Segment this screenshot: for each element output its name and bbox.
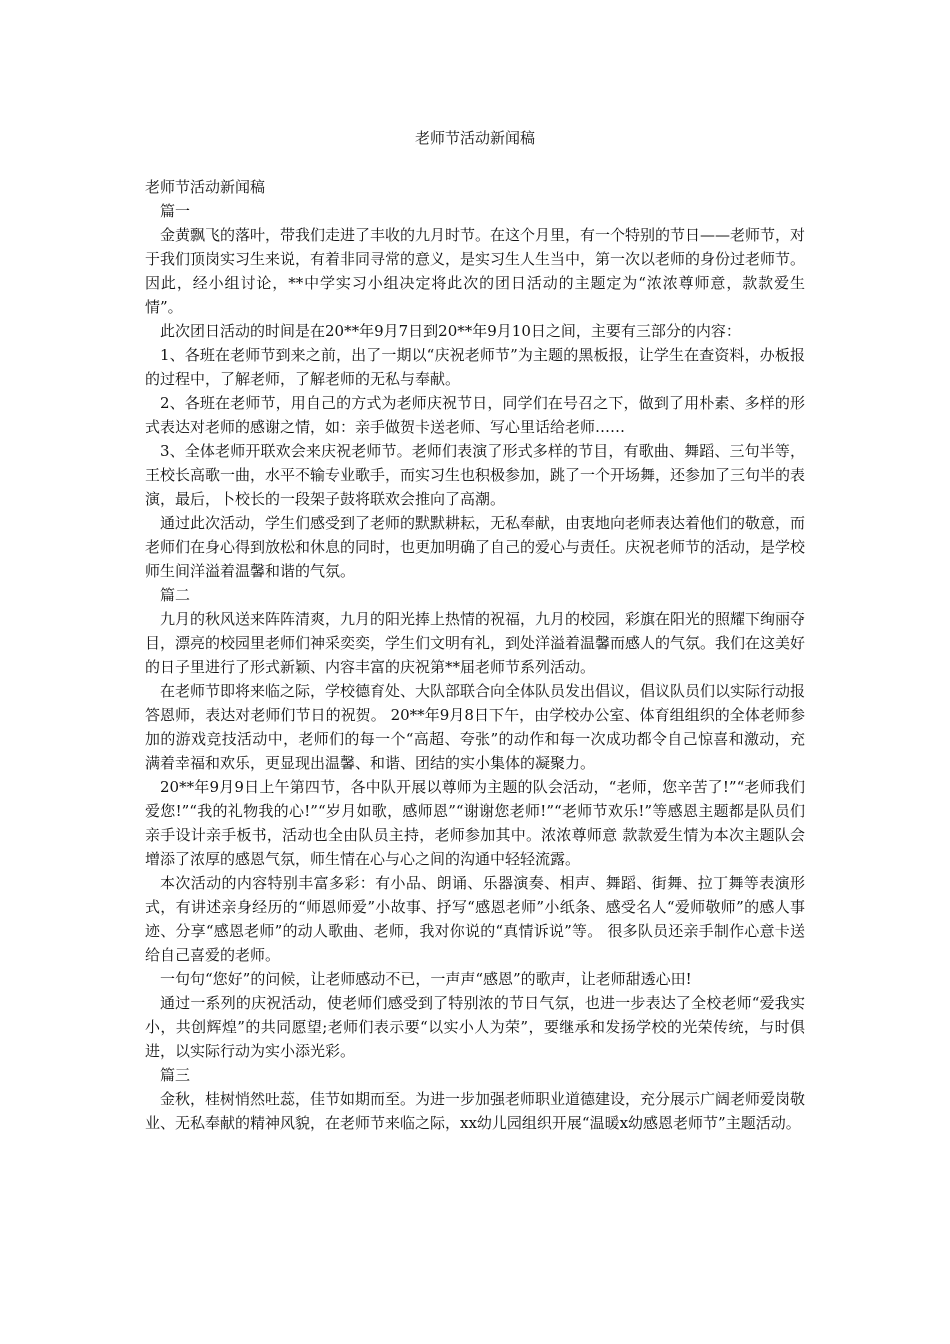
paragraph: 通过一系列的庆祝活动，使老师们感受到了特别浓的节日气氛，也进一步表达了全校老师“爱我实小，共创辉煌”的共同愿望;老师们表示要“以实小人为荣”，要继承和发扬学校的光荣传统，与时俱进，以实际行动为实小添光彩。	[145, 994, 805, 1060]
section-heading: 篇二	[160, 586, 191, 604]
section-heading: 篇三	[160, 1066, 191, 1084]
paragraph: 九月的秋风送来阵阵清爽，九月的阳光捧上热情的祝福，九月的校园，彩旗在阳光的照耀下绚丽夺目，漂亮的校园里老师们神采奕奕，学生们文明有礼，到处洋溢着温馨而感人的气氛。我们在这美好的日子里进行了形式新颖、内容丰富的庆祝第**届老师节系列活动。	[145, 610, 806, 676]
document-body	[145, 175, 805, 1135]
paragraph: 20**年9月9日上午第四节，各中队开展以尊师为主题的队会活动，“老师，您辛苦了!”“老师我们爱您!”“我的礼物我的心!”“岁月如歌，感师恩”“谢谢您老师!”“老师节欢乐!”等感恩主题都是队员们亲手设计亲手板书，活动也全由队员主持，老师参加其中。浓浓尊师意 款款爱生情为本次主题队会增添了浓厚的感恩气氛，师生情在心与心之间的沟通中轻轻流露。	[145, 778, 805, 868]
paragraph: 通过此次活动，学生们感受到了老师的默默耕耘，无私奉献，由衷地向老师表达着他们的敬意，而老师们在身心得到放松和休息的同时，也更加明确了自己的爱心与责任。庆祝老师节的活动，是学校师生间洋溢着温馨和谐的气氛。	[145, 514, 806, 580]
section-heading: 篇一	[160, 202, 191, 220]
paragraph: 2、各班在老师节，用自己的方式为老师庆祝节日，同学们在号召之下，做到了用朴素、多样的形式表达对老师的感谢之情，如：亲手做贺卡送老师、写心里话给老师……	[145, 394, 805, 436]
paragraph: 1、各班在老师节到来之前，出了一期以“庆祝老师节”为主题的黑板报，让学生在查资料，办板报的过程中，了解老师，了解老师的无私与奉献。	[145, 346, 805, 388]
paragraph: 在老师节即将来临之际，学校德育处、大队部联合向全体队员发出倡议，倡议队员们以实际行动报答恩师，表达对老师们节日的祝贺。 20**年9月8日下午，由学校办公室、体育组组织的全体老师参加的游戏竞技活动中，老师们的每一个“高超、夸张”的动作和每一次成功都令自己惊喜和激动，充满着幸福和欢乐，更显现出温馨、和谐、团结的实小集体的凝聚力。	[145, 682, 806, 772]
paragraph: 本次活动的内容特别丰富多彩：有小品、朗诵、乐器演奏、相声、舞蹈、街舞、拉丁舞等表演形式，有讲述亲身经历的“师恩师爱”小故事、抒写“感恩老师”小纸条、感受名人“爱师敬师”的感人事迹、分享“感恩老师”的动人歌曲、老师，我对你说的“真情诉说”等。 很多队员还亲手制作心意卡送给自己喜爱的老师。	[145, 874, 805, 964]
paragraph: 金黄飘飞的落叶，带我们走进了丰收的九月时节。在这个月里，有一个特别的节日——老师节，对于我们顶岗实习生来说，有着非同寻常的意义，是实习生人生当中，第一次以老师的身份过老师节。因此，经小组讨论，**中学实习小组决定将此次的团日活动的主题定为“浓浓尊师意，款款爱生情”。	[145, 226, 806, 316]
paragraph: 一句句“您好”的问候，让老师感动不已，一声声“感恩”的歌声，让老师甜透心田!	[160, 970, 692, 988]
document-subtitle: 老师节活动新闻稿	[145, 178, 266, 196]
paragraph: 金秋，桂树悄然吐蕊，佳节如期而至。为进一步加强老师职业道德建设，充分展示广阔老师爱岗敬业、无私奉献的精神风貌，在老师节来临之际，xx幼儿园组织开展“温暖x幼感恩老师节”主题活动。	[145, 1090, 806, 1132]
paragraph: 此次团日活动的时间是在20**年9月7日到20**年9月10日之间，主要有三部分的内容：	[160, 322, 741, 340]
paragraph: 3、全体老师开联欢会来庆祝老师节。老师们表演了形式多样的节目，有歌曲、舞蹈、三句半等，王校长高歌一曲，水平不输专业歌手，而实习生也积极参加，跳了一个开场舞，还参加了三句半的表演，最后，卜校长的一段架子鼓将联欢会推向了高潮。	[145, 442, 806, 508]
document-title: 老师节活动新闻稿	[414, 129, 535, 147]
